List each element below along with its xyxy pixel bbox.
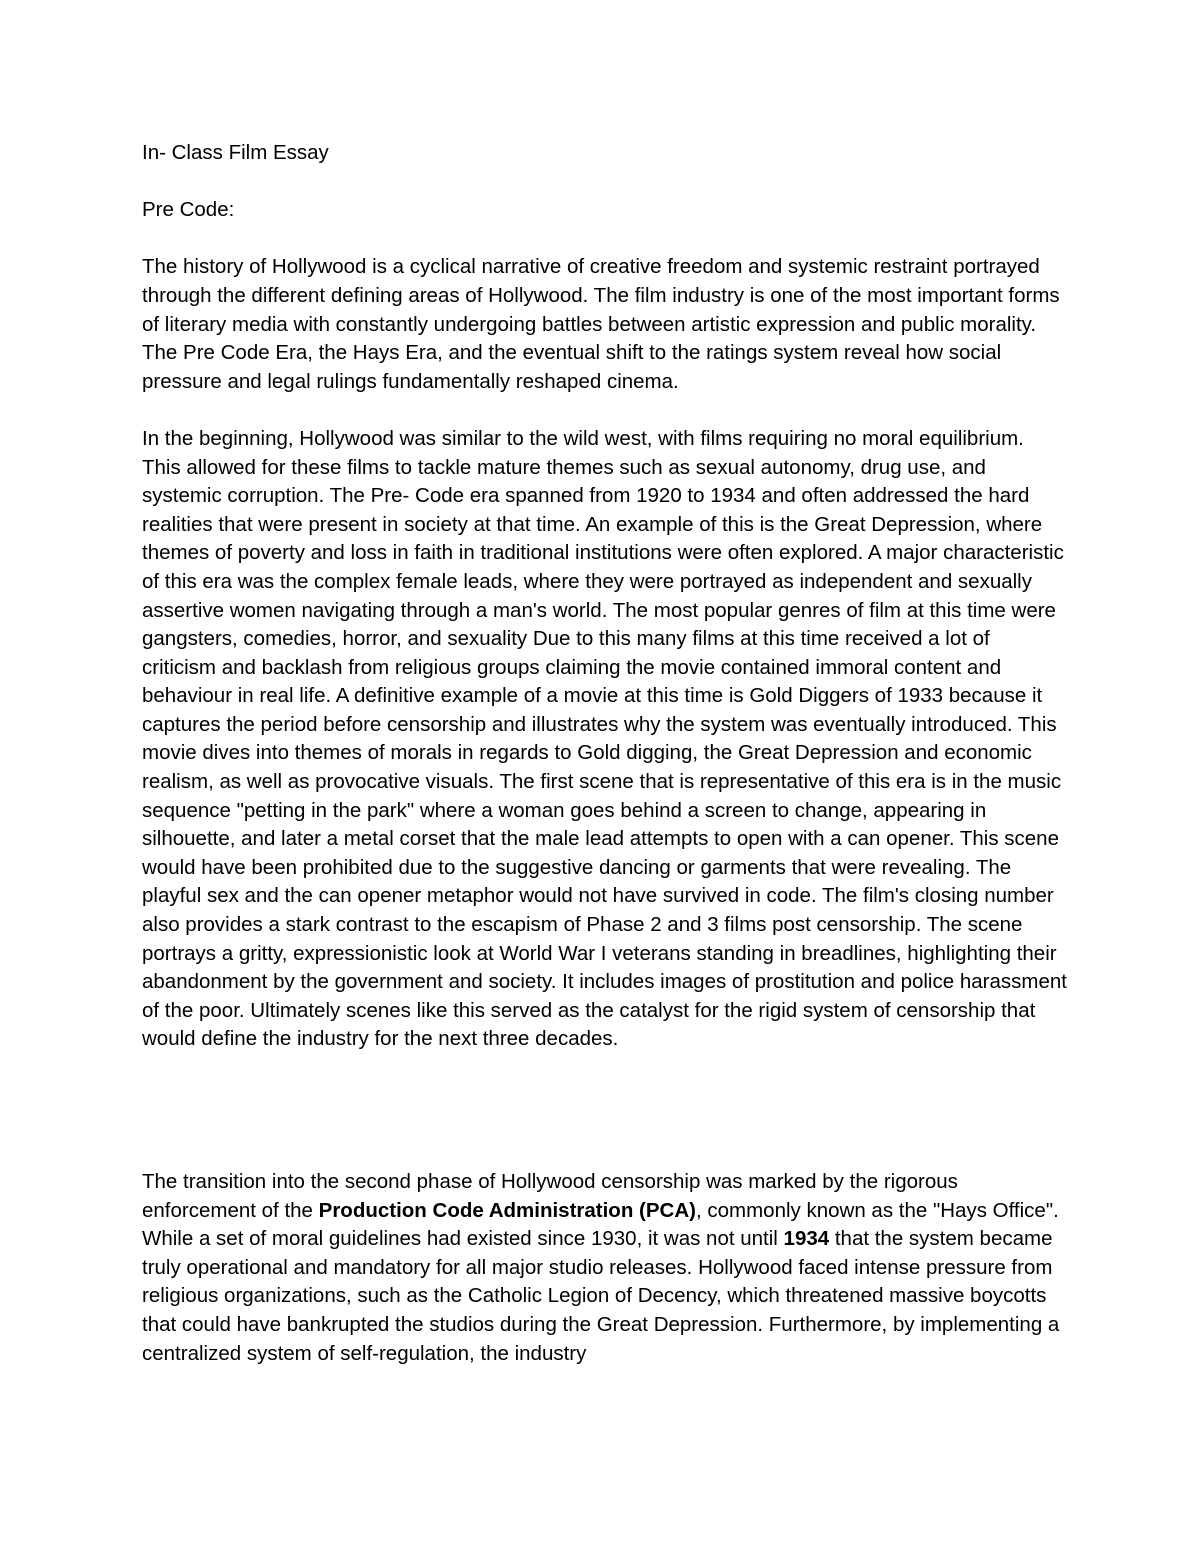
document-title: In- Class Film Essay — [142, 141, 329, 164]
paragraph-hays-text-2: , commonly known as the "Hays Office". While a set of moral guidelines had existed since 1930, it was not until — [142, 1198, 1059, 1251]
paragraph-hays-text-3: that the system became truly operational and mandatory for all major studio releases. Hollywood faced intense pressure from religious organizations, such as the Catholic Legion of Decency, which threatened massive boycotts that could have bankrupted the studios during the Great Depression. Furthermore, by implementing a centralized system of self-regulation, the industry — [142, 1227, 1060, 1365]
section-heading: Pre Code: — [142, 198, 235, 222]
paragraph-hays-text-1: The transition into the second phase of Hollywood censorship was marked by the rigorous enforcement of the — [142, 1170, 958, 1222]
year-1934-bold: 1934 — [783, 1227, 830, 1251]
pca-bold-term: Production Code Administration (PCA) — [318, 1198, 696, 1222]
paragraph-hays-era — [142, 1168, 1067, 1368]
paragraph-intro: The history of Hollywood is a cyclical narrative of creative freedom and systemic restraint portrayed through the different defining areas of Hollywood. The film industry is one of the most important forms of literary media with constantly undergoing battles between artistic expression and public morality. The Pre Code Era, the Hays Era, and the eventual shift to the ratings system reveal how social pressure and legal rulings fundamentally reshaped cinema. — [142, 255, 1060, 393]
paragraph-pre-code: In the beginning, Hollywood was similar to the wild west, with films requiring no moral equilibrium. This allowed for these films to tackle mature themes such as sexual autonomy, drug use, and systemic corruption. The Pre- Code era spanned from 1920 to 1934 and often addressed the hard realities that were present in society at that time. An example of this is the Great Depression, where themes of poverty and loss in faith in traditional institutions were often explored. A major characteristic of this era was the complex female leads, where they were portrayed as independent and sexually assertive women navigating through a man's world. The most popular genres of film at this time were gangsters, comedies, horror, and sexuality Due to this many films at this time received a lot of criticism and backlash from religious groups claiming the movie contained immoral content and behaviour in real life. A definitive example of a movie at this time is Gold Diggers of 1933 because it captures the period before censorship and illustrates why the system was eventually introduced. This movie dives into themes of morals in regards to Gold digging, the Great Depression and economic realism, as well as provocative visuals. The first scene that is representative of this era is in the music sequence "petting in the park" where a woman goes behind a screen to change, appearing in silhouette, and later a metal corset that the male lead attempts to open with a can opener. This scene would have been prohibited due to the suggestive dancing or garments that were revealing. The playful sex and the can opener metaphor would not have survived in code. The film's closing number also provides a stark contrast to the escapism of Phase 2 and 3 films post censorship. The scene portrays a gritty, expressionistic look at World War I veterans standing in breadlines, highlighting their abandonment by the government and society. It includes images of prostitution and police harassment of the poor. Ultimately scenes like this served as the catalyst for the rigid system of censorship that would define the industry for the next three decades. — [142, 426, 1067, 1051]
document-body — [142, 139, 1067, 1368]
